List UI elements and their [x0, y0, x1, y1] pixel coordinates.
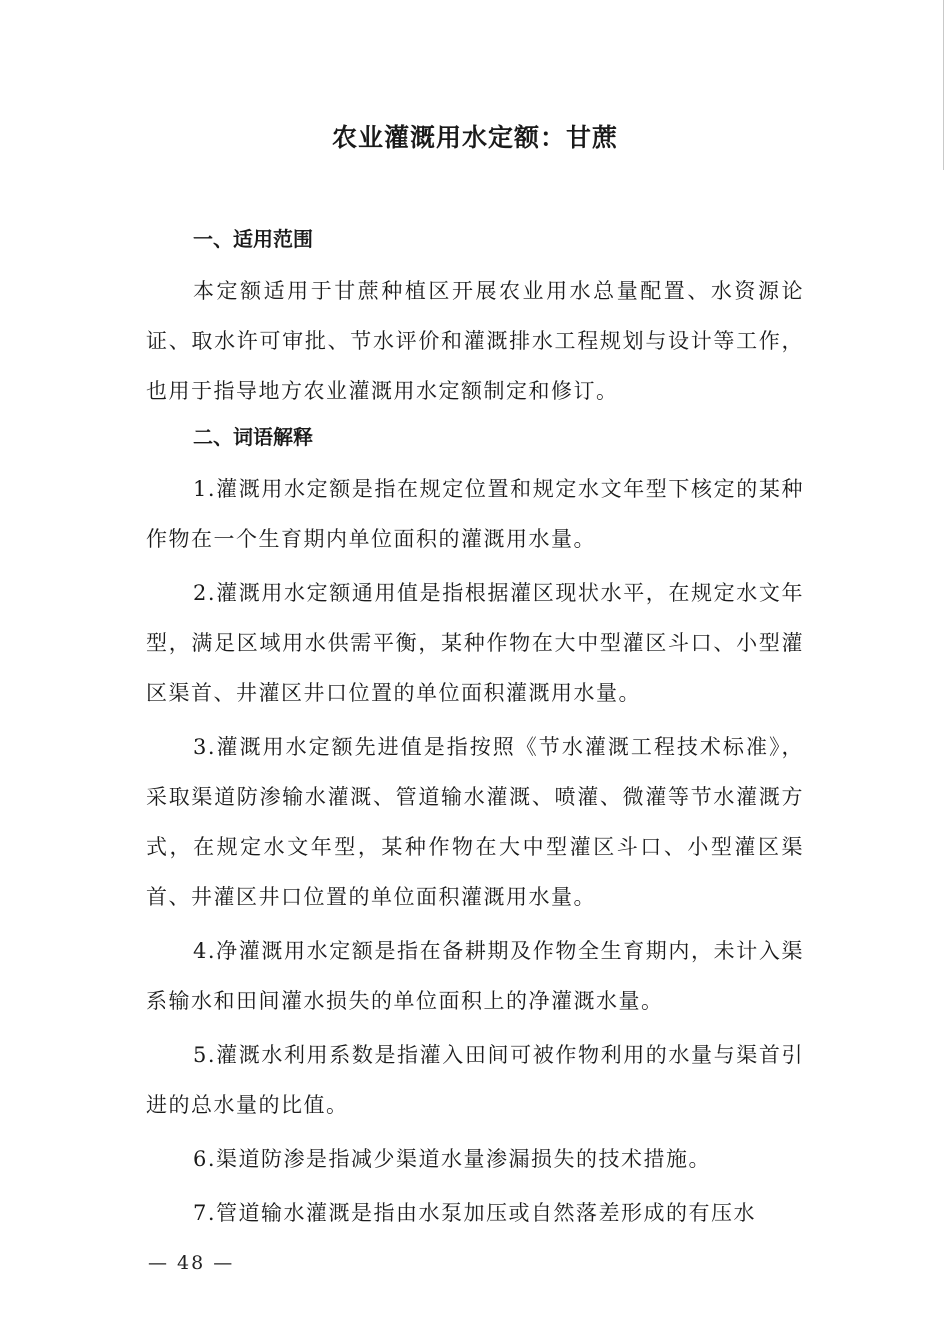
document-body [146, 222, 804, 1242]
page-title: 农业灌溉用水定额：甘蔗 [331, 123, 618, 152]
section-heading-definitions: 二、词语解释 [193, 425, 313, 449]
definition-paragraph-1: 1.灌溉用水定额是指在规定位置和规定水文年型下核定的某种作物在一个生育期内单位面积的灌溉用水量。 [146, 477, 804, 551]
definition-paragraph-4: 4.净灌溉用水定额是指在备耕期及作物全生育期内，未计入渠系输水和田间灌水损失的单位面积上的净灌溉水量。 [146, 939, 804, 1013]
page-number: — 48 — [148, 1252, 235, 1274]
scope-paragraph: 本定额适用于甘蔗种植区开展农业用水总量配置、水资源论证、取水许可审批、节水评价和灌溉排水工程规划与设计等工作，也用于指导地方农业灌溉用水定额制定和修订。 [146, 279, 804, 403]
definition-paragraph-3: 3.灌溉用水定额先进值是指按照《节水灌溉工程技术标准》，采取渠道防渗输水灌溉、管道输水灌溉、喷灌、微灌等节水灌溉方式，在规定水文年型，某种作物在大中型灌区斗口、小型灌区渠首、井灌区井口位置的单位面积灌溉用水量。 [146, 735, 804, 909]
section-heading-scope: 一、适用范围 [193, 227, 313, 251]
definition-paragraph-6: 6.渠道防渗是指减少渠道水量渗漏损失的技术措施。 [193, 1147, 712, 1171]
definition-paragraph-5: 5.灌溉水利用系数是指灌入田间可被作物利用的水量与渠首引进的总水量的比值。 [146, 1043, 804, 1117]
definition-paragraph-7: 7.管道输水灌溉是指由水泵加压或自然落差形成的有压水 [193, 1201, 757, 1225]
definition-paragraph-2: 2.灌溉用水定额通用值是指根据灌区现状水平，在规定水文年型，满足区域用水供需平衡，某种作物在大中型灌区斗口、小型灌区渠首、井灌区井口位置的单位面积灌溉用水量。 [146, 581, 804, 705]
